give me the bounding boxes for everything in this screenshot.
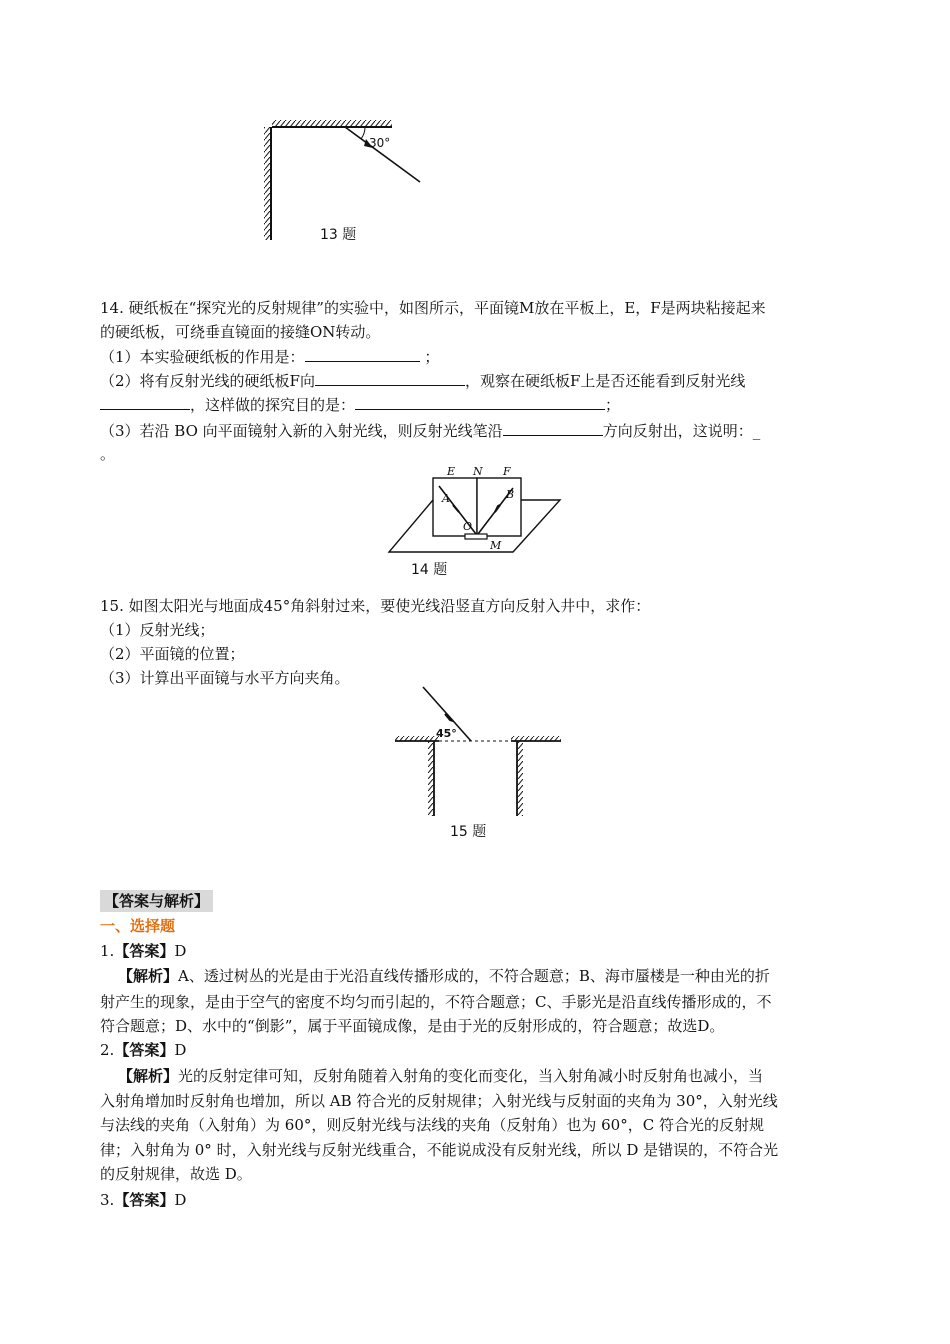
answer-3-tag: 【答案】 xyxy=(114,1191,175,1209)
q14-part3-end: 。 xyxy=(100,445,116,463)
q14-part2-text-b: ，观察在硬纸板F上是否还能看到反射光线 xyxy=(464,372,746,390)
q14-part3 xyxy=(100,419,860,442)
answer-1-explanation-line3: 符合题意；D、水中的“倒影”，属于平面镜成像，是由于光的反射形成的，符合题意；故选D。 xyxy=(100,1017,725,1035)
answer-2-explanation-line5: 的反射规律，故选 D。 xyxy=(100,1165,252,1183)
fig13-caption: 13 题 xyxy=(320,227,357,243)
section-title: 一、选择题 xyxy=(100,917,176,935)
fig14-label-M: M xyxy=(490,539,502,552)
q15-stem: 15. 如图太阳光与地面成45°角斜射过来，要使光线沿竖直方向反射入井中，求作： xyxy=(100,597,651,615)
q14-part2-text-a: （2）将有反射光线的硬纸板F向 xyxy=(100,372,315,390)
q14-part2-text-c: ，这样做的探究目的是： xyxy=(190,396,356,414)
q14-stem-line2: 的硬纸板，可绕垂直镜面的接缝ON转动。 xyxy=(100,323,381,341)
fig15-angle-label: 45° xyxy=(436,727,457,740)
q14-part1 xyxy=(100,345,860,368)
q14-part2 xyxy=(100,369,860,392)
q15-part1: （1）反射光线； xyxy=(100,621,215,639)
q14-part1-text: （1）本实验硬纸板的作用是： xyxy=(100,348,305,366)
fig14-label-F: F xyxy=(503,465,511,478)
answer-2-number: 2. xyxy=(100,1041,115,1059)
q14-part1-end: ； xyxy=(424,348,440,366)
answer-2-explanation-line3: 与法线的夹角（入射角）为 60°，则反射光线与法线的夹角（反射角）也为 60°，C 符合光的反射规 xyxy=(100,1116,764,1134)
answer-3 xyxy=(100,1189,860,1211)
answer-2-explanation-line4: 律；入射角为 0° 时，入射光线与反射光线重合，不能说成没有反射光线，所以 D 是错误的，不符合光 xyxy=(100,1141,779,1159)
answer-2-tag: 【答案】 xyxy=(114,1041,175,1059)
answer-2-explanation-line2: 入射角增加时反射角也增加，所以 AB 符合光的反射规律；入射光线与反射面的夹角为 30°，入射光线 xyxy=(100,1092,778,1110)
q15-part3: （3）计算出平面镜与水平方向夹角。 xyxy=(100,669,350,687)
fig13-angle-label: 30° xyxy=(369,136,391,150)
answer-1-exp-tag: 【解析】 xyxy=(118,967,179,985)
q14-part3-text-a: （3）若沿 BO 向平面镜射入新的入射光线，则反射光线笔沿 xyxy=(100,422,503,440)
fig14-label-E: E xyxy=(447,465,456,478)
q14-part3-text-b: 方向反射出，这说明：_ xyxy=(602,422,761,440)
q15-part2: （2）平面镜的位置； xyxy=(100,645,245,663)
q14-blank-3[interactable] xyxy=(100,393,190,410)
q14-stem-line1: 14. 硬纸板在“探究光的反射规律”的实验中，如图所示，平面镜M放在平板上，E，F是两块粘接起来 xyxy=(100,299,766,317)
answer-1-exp-text: A、透过树丛的光是由于光沿直线传播形成的，不符合题意；B、海市蜃楼是一种由光的折 xyxy=(178,967,770,985)
answer-2-exp-text: 光的反射定律可知，反射角随着入射角的变化而变化，当入射角减小时反射角也减小，当 xyxy=(178,1067,764,1085)
answer-1-value: D xyxy=(174,942,187,960)
answer-2-exp-tag: 【解析】 xyxy=(118,1067,179,1085)
answer-1-explanation-line2: 射产生的现象，是由于空气的密度不均匀而引起的，不符合题意；C、手影光是沿直线传播形成的，不 xyxy=(100,993,772,1011)
answer-1 xyxy=(100,940,860,962)
answer-2-value: D xyxy=(174,1041,187,1059)
fig14-label-B: B xyxy=(506,488,515,501)
fig14-label-A: A xyxy=(442,492,450,505)
fig15-caption: 15 题 xyxy=(450,824,487,840)
answer-2 xyxy=(100,1039,860,1061)
q14-blank-2[interactable] xyxy=(315,369,465,386)
fig14-label-N: N xyxy=(473,465,483,478)
answer-1-explanation-line1 xyxy=(100,965,878,987)
answer-2-explanation-line1 xyxy=(100,1065,878,1087)
q14-blank-5[interactable] xyxy=(503,419,603,436)
answer-3-value: D xyxy=(174,1191,187,1209)
answer-1-tag: 【答案】 xyxy=(114,942,175,960)
answer-1-number: 1. xyxy=(100,942,115,960)
figure-15 xyxy=(393,683,565,818)
figure-14 xyxy=(385,464,570,559)
answers-header: 【答案与解析】 xyxy=(100,890,213,912)
q14-part2-cont xyxy=(100,393,860,416)
answer-3-number: 3. xyxy=(100,1191,115,1209)
q14-blank-4[interactable] xyxy=(355,393,605,410)
fig14-caption: 14 题 xyxy=(411,562,448,578)
q14-blank-1[interactable] xyxy=(305,345,420,362)
fig14-label-O: O xyxy=(463,520,473,533)
q14-part2-end: ； xyxy=(605,396,621,414)
